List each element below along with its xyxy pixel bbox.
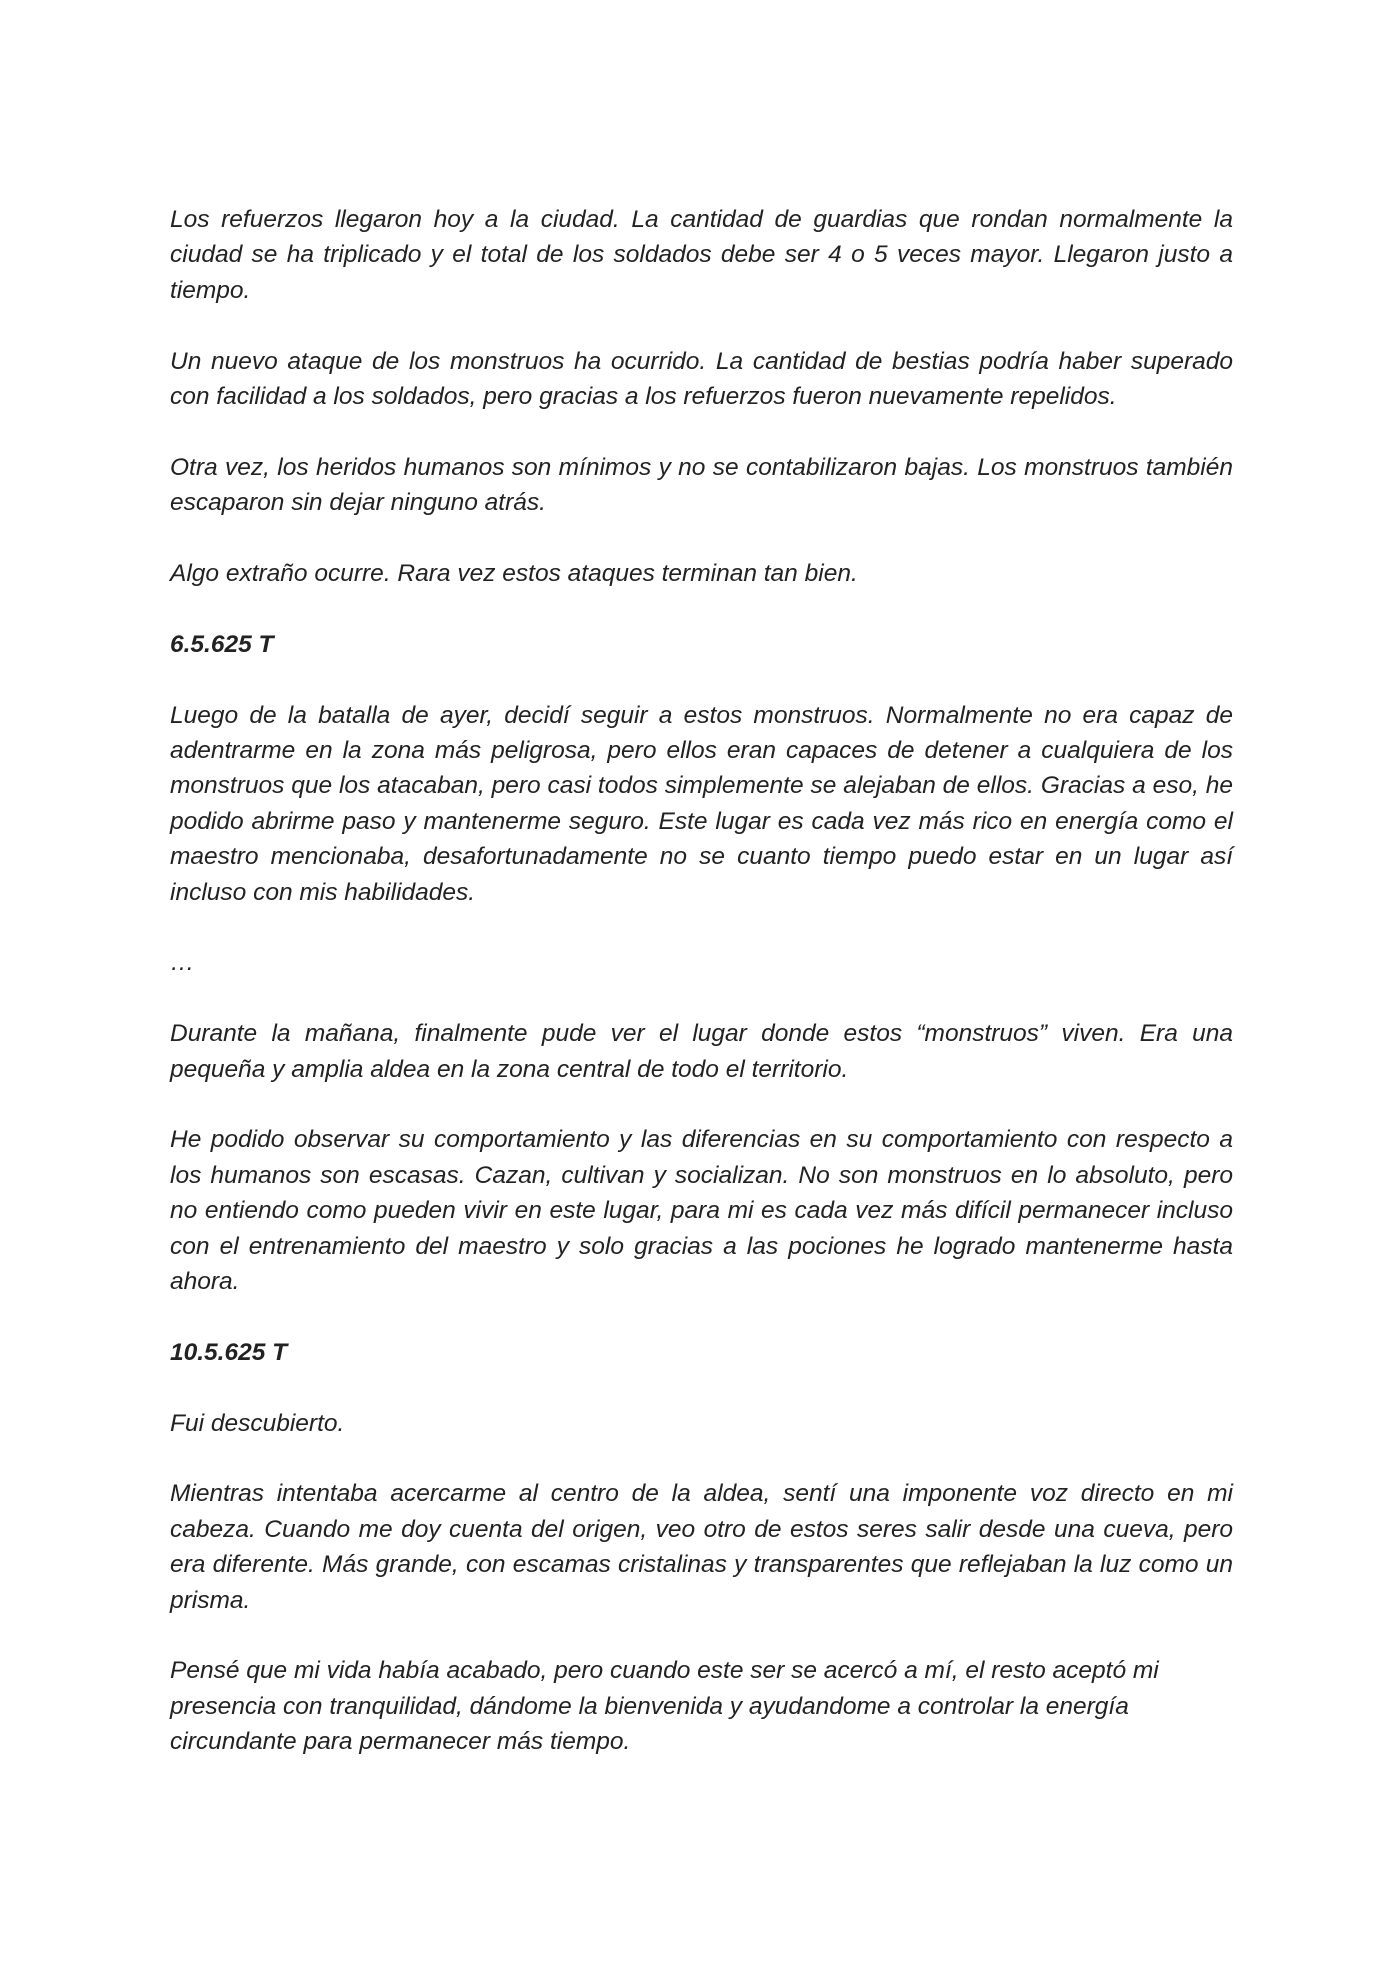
- paragraph-village-found: Durante la mañana, finalmente pude ver el lugar donde estos “monstruos” viven. Era una pequeña y amplia aldea en la zona central de todo el territorio.: [170, 1020, 1233, 1083]
- paragraph-observation: He podido observar su comportamiento y las diferencias en su comportamiento con respecto a los humanos son escasas. Cazan, cultivan y socializan. No son monstruos en lo absoluto, pero no entiendo como pueden vivir en este lugar, para mi es cada vez más difícil permanecer incluso con el entrenamiento del maestro y solo gracias a las pociones he logrado mantenerme hasta ahora.: [170, 1126, 1233, 1296]
- paragraph-something-strange: Algo extraño ocurre. Rara vez estos ataques terminan tan bien.: [170, 560, 858, 588]
- paragraph-new-attack: Un nuevo ataque de los monstruos ha ocurrido. La cantidad de bestias podría haber superado con facilidad a los soldados, pero gracias a los refuerzos fueron nuevamente repelidos.: [170, 347, 1233, 411]
- ellipsis-separator: …: [170, 949, 195, 977]
- paragraph-crystal-being: Mientras intentaba acercarme al centro de la aldea, sentí una imponente voz directo en mi cabeza. Cuando me doy cuenta del origen, veo otro de estos seres salir desde una cueva, pero era diferente. Más grande, con escamas cristalinas y transparentes que reflejaban la luz como un prisma.: [170, 1480, 1233, 1614]
- date-heading-10-5-625: 10.5.625 T: [170, 1338, 288, 1366]
- diary-text: [170, 202, 1233, 1795]
- paragraph-follow-monsters: Luego de la batalla de ayer, decidí seguir a estos monstruos. Normalmente no era capaz de adentrarme en la zona más peligrosa, pero ellos eran capaces de detener a cualquiera de los monstruos que los atacaban, pero casi todos simplemente se alejaban de ellos. Gracias a eso, he podido abrirme paso y mantenerme seguro. Este lugar es cada vez más rico en energía como el maestro mencionaba, desafortunadamente no se cuanto tiempo puedo estar en un lugar así incluso con mis habilidades.: [170, 701, 1233, 906]
- paragraph-reinforcements: Los refuerzos llegaron hoy a la ciudad. La cantidad de guardias que rondan normalmente la ciudad se ha triplicado y el total de los soldados debe ser 4 o 5 veces mayor. Llegaron justo a tiempo.: [170, 206, 1233, 304]
- date-heading-6-5-625: 6.5.625 T: [170, 630, 274, 658]
- paragraph-welcomed: Pensé que mi vida había acabado, pero cuando este ser se acercó a mí, el resto aceptó mi presencia con tranquilidad, dándome la bienvenida y ayudandome a controlar la energía circundante para permanecer más tiempo.: [170, 1657, 1159, 1756]
- paragraph-discovered: Fui descubierto.: [170, 1409, 345, 1437]
- paragraph-wounded: Otra vez, los heridos humanos son mínimos y no se contabilizaron bajas. Los monstruos también escaparon sin dejar ninguno atrás.: [170, 453, 1233, 517]
